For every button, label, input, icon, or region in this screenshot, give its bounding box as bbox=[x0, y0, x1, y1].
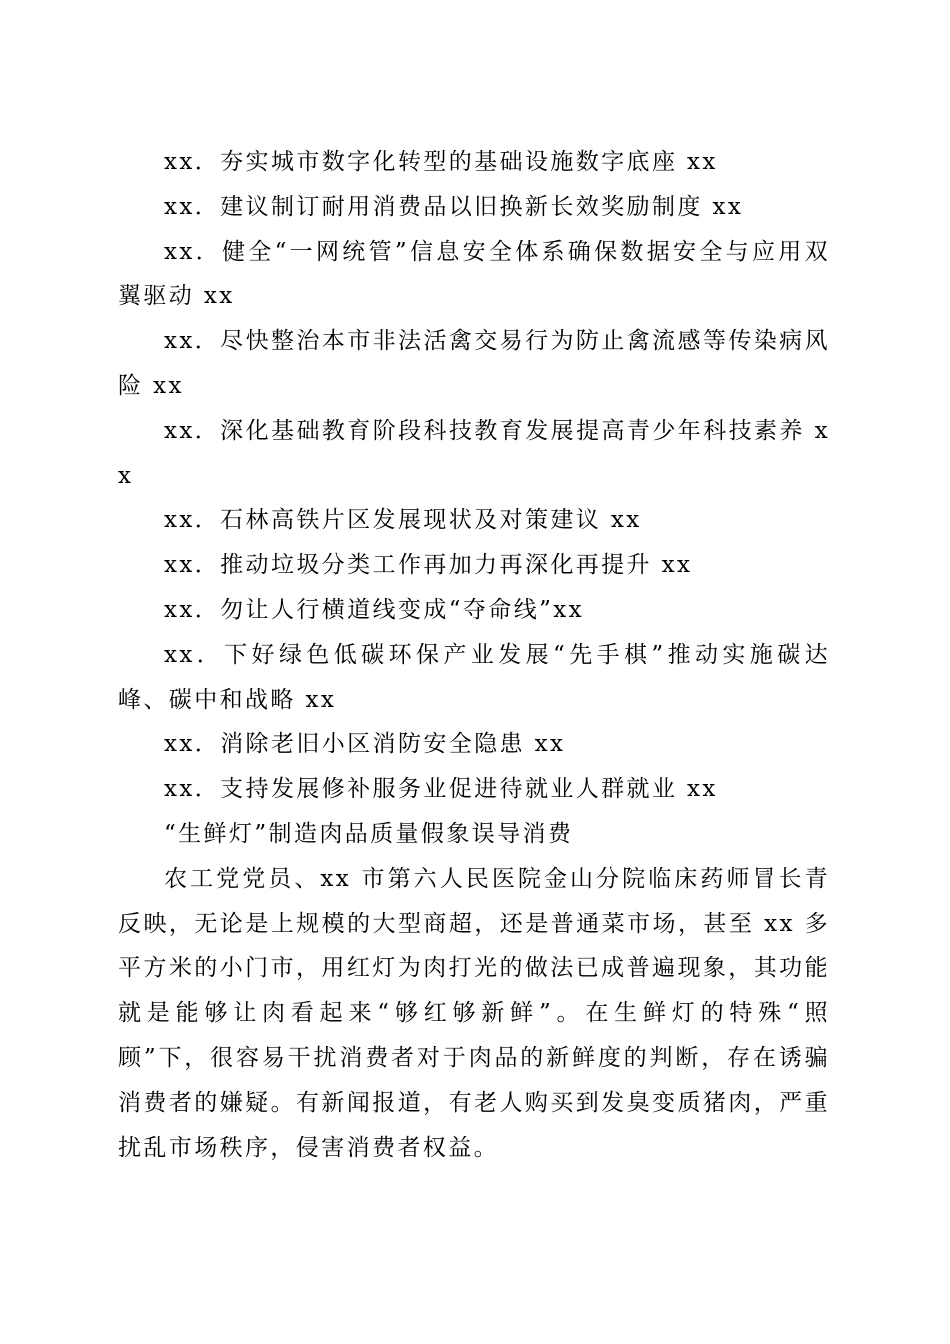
list-item: xx．尽快整治本市非法活禽交易行为防止禽流感等传染病风险 xx bbox=[118, 328, 830, 399]
list-item: xx．夯实城市数字化转型的基础设施数字底座 xx bbox=[164, 149, 718, 175]
document-body bbox=[118, 140, 830, 1170]
list-item: xx．健全“一网统管”信息安全体系确保数据安全与应用双翼驱动 xx bbox=[118, 238, 830, 310]
list-item: xx．勿让人行横道线变成“夺命线”xx bbox=[164, 596, 585, 623]
section-title: “生鲜灯”制造肉品质量假象误导消费 bbox=[164, 820, 574, 847]
list-item: xx．支持发展修补服务业促进待就业人群就业 xx bbox=[164, 776, 718, 803]
list-item: xx．推动垃圾分类工作再加力再深化再提升 xx bbox=[164, 552, 693, 579]
list-item: xx．消除老旧小区消防安全隐患 xx bbox=[164, 731, 566, 758]
list-item: xx．建议制订耐用消费品以旧换新长效奖励制度 xx bbox=[164, 193, 744, 220]
section-body: 农工党党员、xx 市第六人民医院金山分院临床药师冒长青反映，无论是上规模的大型商超，还是普通菜市场，甚至 xx 多平方米的小门市，用红灯为肉打光的做法已成普遍现象，其功能就是能够让肉看起来“够红够新鲜”。在生鲜灯的特殊“照顾”下，很容易干扰消费者对于肉品的新鲜度的判断，存在诱骗消费者的嫌疑。有新闻报道，有老人购买到发臭变质猪肉，严重扰乱市场秩序，侵害消费者权益。 bbox=[118, 865, 830, 1161]
list-item: xx．下好绿色低碳环保产业发展“先手棋”推动实施碳达峰、碳中和战略 xx bbox=[118, 641, 830, 713]
list-item: xx．石林高铁片区发展现状及对策建议 xx bbox=[164, 507, 642, 534]
list-item: xx．深化基础教育阶段科技教育发展提高青少年科技素养 xx bbox=[118, 417, 830, 489]
